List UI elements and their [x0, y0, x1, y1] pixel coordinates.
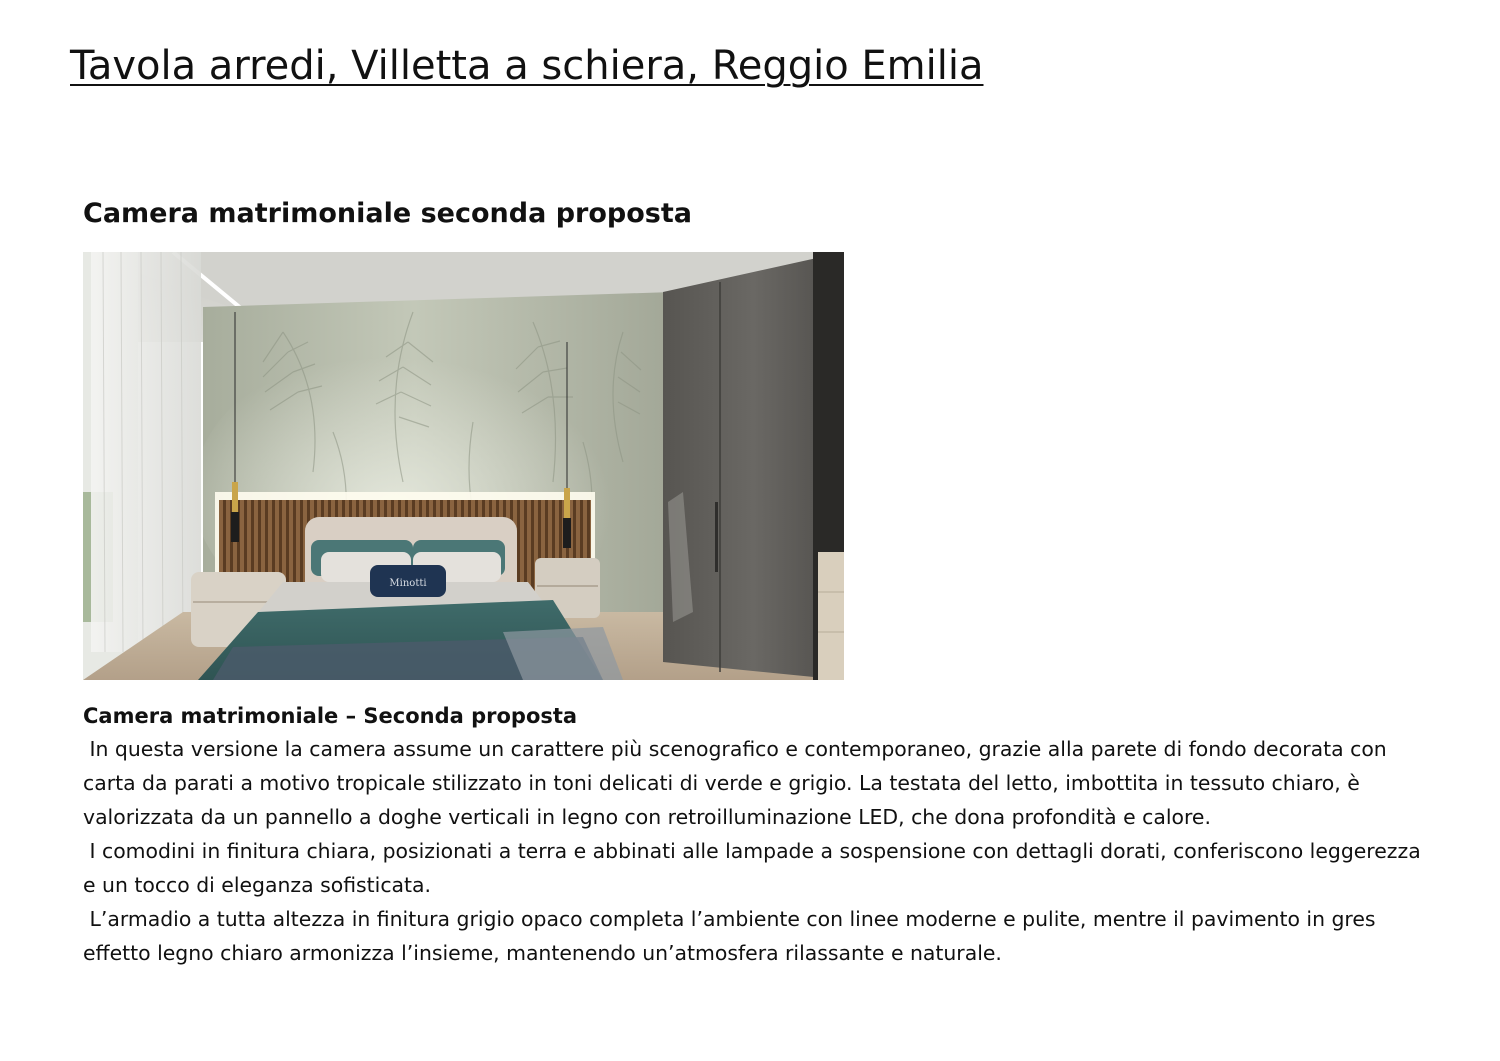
description-paragraph: I comodini in finitura chiara, posizionati a terra e abbinati alle lampade a sospensione con dettagli dorati, conferiscono leggerezza e un tocco di eleganza sofisticata.: [83, 839, 1428, 897]
page-title: Tavola arredi, Villetta a schiera, Reggio Emilia: [70, 43, 984, 89]
description-heading: Camera matrimoniale – Seconda proposta: [83, 704, 578, 728]
description-paragraph: In questa versione la camera assume un carattere più scenografico e contemporaneo, grazie alla parete di fondo decorata con carta da parati a motivo tropicale stilizzato in toni delicati di verde e grigio. La testata del letto, imbottita in tessuto chiaro, è valorizzata da un pannello a doghe verticali in legno con retroilluminazione LED, che dona profondità e calore.: [83, 737, 1394, 829]
description-paragraph: L’armadio a tutta altezza in finitura grigio opaco completa l’ambiente con linee moderne e pulite, mentre il pavimento in gres effetto legno chiaro armonizza l’insieme, mantenendo un’atmosfera rilassante e naturale.: [83, 907, 1383, 965]
section-title: Camera matrimoniale seconda proposta: [83, 198, 692, 229]
bedroom-render-image: [83, 252, 844, 680]
pillow-brand: Minotti: [389, 578, 427, 589]
description: [83, 700, 1428, 970]
